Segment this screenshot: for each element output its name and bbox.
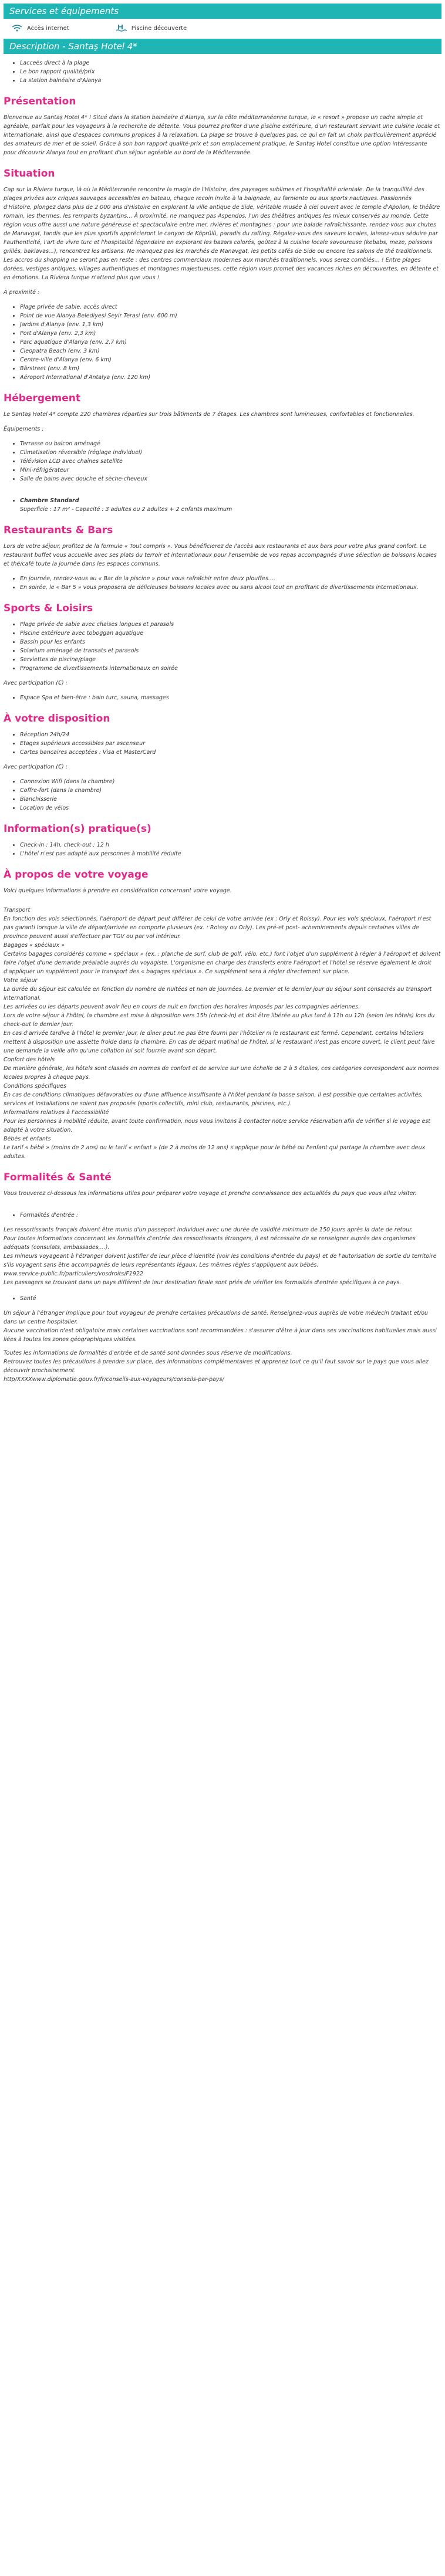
sports-list [4, 620, 441, 673]
description-heading: Description - Santaş Hotel 4* [4, 39, 441, 54]
list-item: • Cartes bancaires acceptées : Visa et MasterCard [20, 748, 441, 757]
equipements-label: Équipements : [4, 426, 44, 432]
info-list [4, 841, 441, 858]
voyage-line: De manière générale, les hôtels sont classés en normes de confort et de service sur une échelle de 2 à 5 étoiles, ces catégories correspondent aux normes locales propres à chaque pays. [4, 1065, 439, 1081]
sante-line: Aucune vaccination n'est obligatoire mais certaines vaccinations sont recommandées : s'assurer d'être à jour dans ses vaccinations habituelles mais aussi liées à toutes les zones géographiques visitées. [4, 1328, 437, 1343]
list-item: • Coffre-fort (dans la chambre) [20, 786, 441, 795]
section-title-formalites: Formalités & Santé [4, 1172, 112, 1183]
list-item: • Terrasse ou balcon aménagé [20, 439, 441, 448]
list-item: • Jardins d'Alanya (env. 1,3 km) [20, 320, 441, 329]
list-item: • Espace Spa et bien-être : bain turc, sauna, massages [20, 693, 441, 702]
disposition-paid-list [4, 777, 441, 813]
voyage-line: Pour les personnes à mobilité réduite, avant toute confirmation, nous vous invitons à contacter notre service réservation afin de vérifier si le voyage est adapté à votre situation. [4, 1118, 430, 1133]
list-item: • Point de vue Alanya Belediyesi Seyir Terasi (env. 600 m) [20, 312, 441, 320]
list-item: • Connexion Wifi (dans la chambre) [20, 777, 441, 786]
amenity-pool [116, 25, 187, 32]
formalites-intro: Vous trouverez ci-dessous les informations utiles pour préparer votre voyage et prendre connaissance des actualités du pays que vous allez visiter. [4, 1190, 417, 1197]
formalites-line: Pour toutes informations concernant les formalités d'entrée des ressortissants étrangers, il est nécessaire de se renseigner auprès des organismes adéquats (consulats, ambassades,...). [4, 1235, 416, 1251]
list-item: • Check-in : 14h, check-out : 12 h [20, 841, 441, 849]
voyage-line: En cas de conditions climatiques défavorables ou d'une affluence insuffisante à l'hôtel pendant la basse saison, il est possible que certaines activités, services et installations ne soient pas proposés (sports collectifs, mini club, restaurants, piscines, etc.). [4, 1092, 423, 1107]
voyage-line: Informations relatives à l'accessibilité [4, 1109, 109, 1116]
list-item: • La station balnéaire d'Alanya [20, 76, 441, 85]
formalites-line: Les ressortissants français doivent être munis d'un passeport individuel avec une durée de validité minimum de 150 jours après la date de retour. [4, 1227, 413, 1233]
list-item: • Aéroport International d'Antalya (env. 120 km) [20, 373, 441, 382]
sante-line: Retrouvez toutes les précautions à prendre sur place, des informations complémentaires et apprenez tout ce qu'il faut savoir sur le pays que vous allez découvrir prochainement. [4, 1359, 429, 1374]
list-item: • Piscine extérieure avec toboggan aquatique [20, 629, 441, 638]
formalites-details [4, 1226, 441, 1287]
list-item: • Climatisation réversible (réglage individuel) [20, 448, 441, 457]
disposition-paid-label: Avec participation (€) : [4, 764, 68, 770]
list-item: • Location de vélos [20, 804, 441, 813]
sante-line: Un séjour à l'étranger implique pour tout voyageur de prendre certaines précautions de santé. Renseignez-vous auprès de votre médecin traitant et/ou dans un centre hospitalier. [4, 1310, 429, 1325]
pool-icon [116, 25, 127, 32]
list-item: • Serviettes de piscine/plage [20, 655, 441, 664]
list-item: • Plage privée de sable avec chaises longues et parasols [20, 620, 441, 629]
list-item: • Bärstreet (env. 8 km) [20, 364, 441, 373]
section-title-sports: Sports & Loisirs [4, 602, 93, 614]
diplomatie-link[interactable]: http/XXXXwww.diplomatie.gouv.fr/fr/conseils-aux-voyageurs/conseils-par-pays/ [4, 1376, 224, 1383]
room-description: Superficie : 17 m² - Capacité : 3 adultes ou 2 adultes + 2 enfants maximum [20, 506, 232, 513]
list-item: • Réception 24h/24 [20, 730, 441, 739]
sports-paid-list [4, 693, 441, 702]
amenity-label: Accès internet [27, 25, 69, 32]
list-item: • Etages supérieurs accessibles par ascenseur [20, 739, 441, 748]
voyage-line: La durée du séjour est calculée en fonction du nombre de nuitées et non de journées. Le premier et le dernier jour du séjour sont consacrés au transport international. [4, 986, 432, 1001]
list-item: • Le bon rapport qualité/prix [20, 67, 441, 76]
section-title-disposition: À votre disposition [4, 713, 110, 725]
list-item: • Centre-ville d'Alanya (env. 6 km) [20, 356, 441, 364]
amenity-label: Piscine découverte [131, 25, 187, 32]
formalites-label-list [4, 1211, 441, 1220]
room-list [4, 496, 441, 514]
voyage-line: Les arrivées ou les départs peuvent avoir lieu en cours de nuit en fonction des horaires imposés par les compagnies aériennes. [4, 1004, 360, 1010]
section-title-presentation: Présentation [4, 96, 76, 107]
section-title-restaurants: Restaurants & Bars [4, 524, 113, 536]
presentation-text: Bienvenue au Santaş Hotel 4* ! Situé dans la station balnéaire d'Alanya, sur la côte méditerranéenne turque, le « resort » propose un cadre simple et agréable, parfait pour les voyageurs à la recherche de détente. Vous pourrez profiter d'une piscine extérieure, d'un restaurant servant une cuisine locale et internationale, ainsi que d'espaces communs propices à la relaxation. La plage se trouve à quelques pas, ce qui en fait un choix particulièrement apprécié des amateurs de mer et de soleil. Grâce à son bon rapport qualité-prix et son emplacement pratique, le Santaş Hotel constitue une option intéressante pour découvrir Alanya tout en profitant d'un séjour agréable au bord de la Méditerranée. [4, 114, 440, 156]
list-item: • Blanchisserie [20, 795, 441, 804]
equipements-list [4, 439, 441, 483]
list-item: • Mini-réfrigérateur [20, 466, 441, 475]
section-title-voyage: À propos de votre voyage [4, 869, 149, 881]
voyage-line: Le tarif « bébé » (moins de 2 ans) ou le tarif « enfant » (de 2 à moins de 12 ans) s'applique pour le bébé ou l'enfant qui partage la chambre avec deux adultes. [4, 1145, 426, 1160]
sante-details [4, 1309, 441, 1384]
services-heading: Services et équipements [4, 4, 441, 19]
voyage-intro: Voici quelques informations à prendre en considération concernant votre voyage. [4, 888, 232, 894]
sante-line: Toutes les informations de formalités d'entrée et de santé sont données sous réserve de modifications. [4, 1350, 292, 1356]
voyage-line: Transport [4, 907, 31, 913]
room-item [20, 496, 441, 514]
section-title-hebergement: Hébergement [4, 392, 81, 404]
room-name: Chambre Standard [20, 497, 79, 504]
voyage-line: Votre séjour [4, 977, 38, 984]
sante-label: • Santé [20, 1294, 441, 1303]
restaurants-text: Lors de votre séjour, profitez de la formule « Tout compris ». Vous bénéficierez de l'accès aux restaurants et aux bars pour votre plus grand confort. Le restaurant buffet vous accueille avec ses plats du terroir et internationaux pour l'ensemble de vos repas accompagnés d'une sélection de boissons locales et thé/café toute la journée dans les espaces communs. [4, 543, 437, 567]
wifi-icon [12, 25, 22, 32]
list-item: • Parc aquatique d'Alanya (env. 2,7 km) [20, 338, 441, 347]
list-item: • L'hôtel n'est pas adapté aux personnes à mobilité réduite [20, 849, 441, 858]
voyage-line: Lors de votre séjour à l'hôtel, la chambre est mise à disposition vers 15h (check-in) et doit être libérée au plus tard à 11h ou 12h (selon les hôtels) lors du check-out le dernier jour. [4, 1013, 435, 1028]
amenity-internet [12, 25, 69, 32]
list-item: • Cleopatra Beach (env. 3 km) [20, 347, 441, 356]
situation-text: Cap sur la Riviera turque, là où la Méditerranée rencontre la magie de l'Histoire, des paysages sublimes et l'hospitalité orientale. De la tranquillité des plages privées aux criques sauvages accessibles en bateau, chaque recoin invite à la baignade, au farniente ou aux sports nautiques. Passionnés d'Histoire, plongez dans plus de 2 000 ans d'Histoire en explorant la ville antique de Side, véritable musée à ciel ouvert avec le temple d'Apollon, le théâtre romain, les thermes, les remparts byzantins... À proximité, ne manquez pas Aspendos, l'un des théâtres antiques les mieux conservés au monde. Cette région vous offre aussi une nature généreuse et spectaculaire entre mer, rivières et montagnes : pour une balade rafraîchissante, rendez-vous aux chutes de Manavgat, tandis que les plus sportifs apprécieront le canyon de Köprülü, paradis du rafting. Régalez-vous des saveurs locales, laissez-vous séduire par l'authenticité, l'art de vivre turc et l'hospitalité légendaire en explorant les bazars colorés, goûtez à la cuisine locale savoureuse (kebabs, meze, poissons grillés, baklavas...), rencontrez les artisans. Ne manquez pas les marchés de Manavgat, les petits cafés de Side ou encore les salons de thé traditionnels. Les accros du shopping ne seront pas en reste : des centres commerciaux modernes aux marchés traditionnels, vous serez comblés... ! Entre plages dorées, vestiges antiques, villages authentiques et montagnes majestueuses, cette région vous promet des vacances riches en découvertes, en détente et en émotions. La Riviera turque n'attend plus que vous ! [4, 187, 440, 281]
list-item: • Télévision LCD avec chaînes satellite [20, 457, 441, 466]
amenities-list [4, 23, 441, 39]
proximite-label: À proximité : [4, 289, 40, 296]
voyage-line: Conditions spécifiques [4, 1083, 66, 1089]
voyage-line: Confort des hôtels [4, 1057, 55, 1063]
restaurants-list [4, 574, 441, 592]
proximite-list [4, 303, 441, 382]
formalites-label: • Formalités d'entrée : [20, 1211, 441, 1220]
formalites-line: Les mineurs voyageant à l'étranger doivent justifier de leur pièce d'identité (voir les conditions d'entrée du pays) et de l'autorisation de sortie du territoire s'ils voyagent sans être accompagnés de leurs représentants légaux. Les mêmes règles s'appliquent aux bébés. [4, 1253, 437, 1268]
list-item: • Port d'Alanya (env. 2,3 km) [20, 329, 441, 338]
list-item: • Salle de bains avec douche et sèche-cheveux [20, 475, 441, 483]
hebergement-text: Le Santaş Hotel 4* compte 220 chambres réparties sur trois bâtiments de 7 étages. Les chambres sont lumineuses, confortables et fonctionnelles. [4, 411, 414, 418]
sports-paid-label: Avec participation (€) : [4, 680, 68, 686]
section-title-situation: Situation [4, 168, 55, 180]
list-item: • Programme de divertissements internationaux en soirée [20, 664, 441, 673]
service-public-link[interactable]: www.service-public.fr/particuliers/vosdroits/F1922 [4, 1271, 144, 1277]
formalites-line: Les passagers se trouvant dans un pays différent de leur destination finale sont priés de vérifier les formalités d'entrée spécifiques à ce pays. [4, 1279, 402, 1286]
list-item: • En soirée, le « Bar 5 » vous proposera de délicieuses boissons locales avec ou sans alcool tout en profitant de divertissements internationaux. [20, 583, 441, 592]
section-title-info: Information(s) pratique(s) [4, 823, 151, 835]
voyage-line: Bagages « spéciaux » [4, 942, 65, 949]
voyage-details [4, 906, 441, 1161]
disposition-list [4, 730, 441, 757]
voyage-line: Certains bagages considérés comme « spéciaux » (ex. : planche de surf, club de golf, vélo, etc.) font l'objet d'un supplément à régler à l'aéroport et doivent faire l'objet d'une demande préalable auprès du voyagiste. L'organisme en charge des transferts entre l'aéroport et l'hôtel se réserve également le droit d'appliquer un supplément pour le transport des « bagages spéciaux ». Ce supplément sera à régler directement sur place. [4, 951, 441, 975]
list-item: • Bassin pour les enfants [20, 638, 441, 646]
list-item: • Plage privée de sable, accès direct [20, 303, 441, 312]
voyage-line: En cas d'arrivée tardive à l'hôtel le premier jour, le dîner peut ne pas être fourni par l'hôtelier ni le restaurant est fermé. Cependant, certains hôteliers mettent à disposition une assiette froide dans la chambre. En cas de départ matinal de l'hôtel, si le restaurant n'est pas encore ouvert, le client peut faire une demande la veille afin qu'une collation lui soit fournie avant son départ. [4, 1030, 435, 1054]
voyage-line: Bébés et enfants [4, 1136, 51, 1142]
voyage-line: En fonction des vols sélectionnés, l'aéroport de départ peut différer de celui de votre arrivée (ex : Orly et Roissy). Pour les vols spéciaux, l'aéroport n'est pas garanti lorsque la ville de départ/arrivée en comporte plusieurs (ex. : Roissy ou Orly). Les pré-et post- acheminements depuis certaines villes de province peuvent aussi s'effectuer par TGV ou par vol intérieur. [4, 916, 431, 940]
list-item: • En journée, rendez-vous au « Bar de la piscine » pour vous rafraîchir entre deux plouffes.... [20, 574, 441, 583]
list-item: • Lacceès direct à la plage [20, 59, 441, 67]
list-item: • Solarium aménagé de transats et parasols [20, 646, 441, 655]
highlights-list [4, 59, 441, 85]
sante-label-list [4, 1294, 441, 1303]
